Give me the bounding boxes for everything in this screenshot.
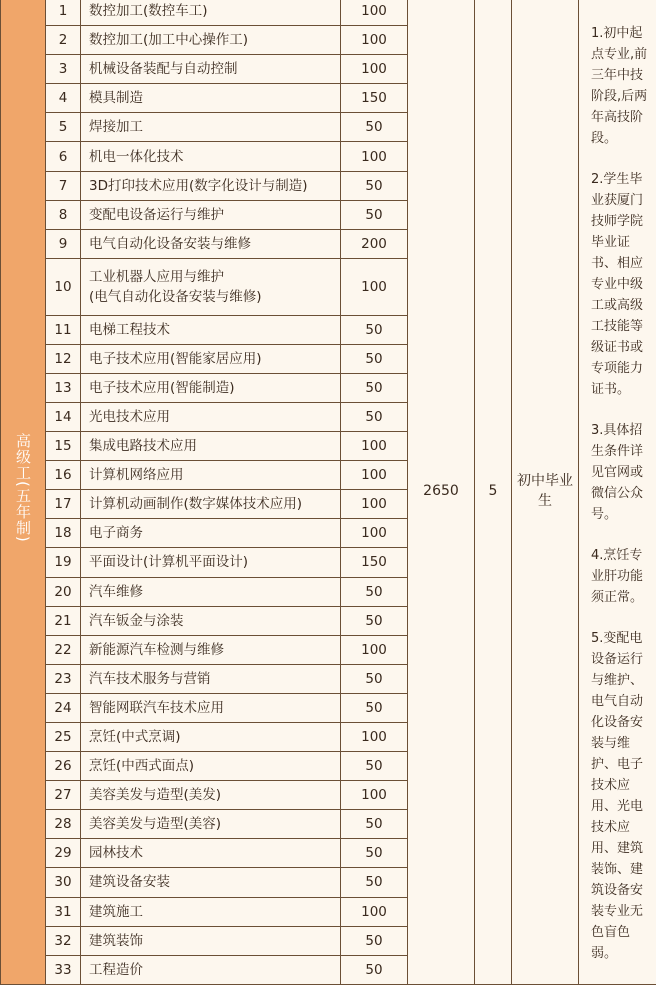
major-name-line: 汽车维修 [89,584,143,600]
quota-value: 50 [341,693,408,722]
major-name-line: 计算机动画制作(数字媒体技术应用) [89,496,302,512]
major-name [81,432,341,461]
row-number: 20 [46,577,81,606]
major-name-line: 汽车技术服务与营销 [89,671,211,687]
major-name [81,171,341,200]
major-name-line: 计算机网络应用 [89,467,184,483]
major-name [81,868,341,897]
row-number: 22 [46,635,81,664]
quota-value: 200 [341,229,408,258]
major-name [81,664,341,693]
major-name-line: 美容美发与造型(美容) [89,816,221,832]
major-name-line-2: (电气自动化设备安装与维修) [89,287,340,307]
quota-value: 50 [341,955,408,984]
major-name [81,606,341,635]
quota-value: 150 [341,84,408,113]
major-name [81,752,341,781]
row-number: 1 [46,0,81,26]
major-name-line: 烹饪(中西式面点) [89,758,194,774]
quota-value: 50 [341,810,408,839]
quota-value: 100 [341,519,408,548]
row-number: 6 [46,142,81,171]
row-number: 17 [46,490,81,519]
quota-value: 100 [341,635,408,664]
quota-value: 100 [341,55,408,84]
major-name [81,373,341,402]
category-cell [1,0,46,985]
major-name-line: 集成电路技术应用 [89,438,197,454]
major-name [81,84,341,113]
quota-value: 100 [341,722,408,751]
major-name [81,0,341,26]
row-number: 33 [46,955,81,984]
major-name-line: 建筑设备安装 [89,874,170,890]
study-years-text: 5 [489,483,498,499]
row-number: 4 [46,84,81,113]
table-body [1,0,656,985]
row-number: 29 [46,839,81,868]
quota-value: 100 [341,0,408,26]
major-name [81,839,341,868]
major-name [81,519,341,548]
major-name [81,926,341,955]
quota-value: 50 [341,200,408,229]
major-name [81,955,341,984]
major-name [81,113,341,142]
row-number: 24 [46,693,81,722]
row-number: 9 [46,229,81,258]
quota-value: 100 [341,258,408,315]
row-number: 21 [46,606,81,635]
major-name-line: 工程造价 [89,962,143,978]
study-years [475,0,512,985]
note-item: 3.具体招生条件详见官网或微信公众号。 [591,420,650,525]
quota-value: 50 [341,868,408,897]
note-item: 1.初中起点专业,前三年中技阶段,后两年高技阶段。 [591,23,650,149]
quota-value: 50 [341,664,408,693]
row-number: 2 [46,26,81,55]
major-name [81,490,341,519]
total-quota-text: 2650 [423,483,459,499]
major-name [81,548,341,577]
quota-value: 50 [341,315,408,344]
quota-value: 50 [341,171,408,200]
row-number: 16 [46,461,81,490]
row-number: 32 [46,926,81,955]
row-number: 3 [46,55,81,84]
major-name-line: 智能网联汽车技术应用 [89,700,224,716]
quota-value: 50 [341,344,408,373]
row-number: 31 [46,897,81,926]
quota-value: 100 [341,26,408,55]
major-name-line: 烹饪(中式烹调) [89,729,181,745]
major-name [81,402,341,431]
note-item: 4.烹饪专业肝功能须正常。 [591,545,650,608]
quota-value: 50 [341,373,408,402]
major-name [81,55,341,84]
quota-value: 50 [341,113,408,142]
major-name [81,315,341,344]
category-label: 高级工(五年制) [13,433,33,543]
note-item: 5.变配电设备运行与维护、电气自动化设备安装与维护、电子技术应用、光电技术应用、建筑装饰、建筑设备安装专业无色盲色弱。 [591,628,650,964]
major-name-line: 光电技术应用 [89,409,170,425]
major-name-line: 美容美发与造型(美发) [89,787,221,803]
row-number: 27 [46,781,81,810]
quota-value: 100 [341,142,408,171]
major-name [81,722,341,751]
major-name [81,142,341,171]
quota-value: 100 [341,490,408,519]
row-number: 30 [46,868,81,897]
major-name [81,577,341,606]
quota-value: 50 [341,926,408,955]
major-name-line: 焊接加工 [89,119,143,135]
major-name [81,810,341,839]
major-name-line: 机械设备装配与自动控制 [89,61,238,77]
note-item: 2.学生毕业获厦门技师学院毕业证书、相应专业中级工或高级工技能等级证书或专项能力证书。 [591,169,650,400]
quota-value: 50 [341,839,408,868]
row-number: 8 [46,200,81,229]
major-name [81,26,341,55]
major-name-line: 汽车钣金与涂装 [89,613,184,629]
row-number: 19 [46,548,81,577]
row-number: 5 [46,113,81,142]
major-name [81,693,341,722]
row-number: 12 [46,344,81,373]
row-number: 10 [46,258,81,315]
row-number: 7 [46,171,81,200]
enrollment-requirement [512,0,579,985]
quota-value: 100 [341,432,408,461]
quota-value: 100 [341,897,408,926]
major-name-line: 电子技术应用(智能家居应用) [89,351,262,367]
major-name [81,635,341,664]
row-number: 18 [46,519,81,548]
quota-value: 50 [341,752,408,781]
major-name-line: 园林技术 [89,845,143,861]
notes-list [591,23,650,964]
major-name-line: 数控加工(加工中心操作工) [89,32,248,48]
major-name-line: 电气自动化设备安装与维修 [89,236,251,252]
row-number: 28 [46,810,81,839]
major-name-line: 数控加工(数控车工) [89,3,208,19]
quota-value: 50 [341,402,408,431]
major-name [81,344,341,373]
major-name [81,897,341,926]
major-name-line: 机电一体化技术 [89,149,184,165]
notes-cell [579,0,656,985]
quota-value: 50 [341,606,408,635]
major-name-line: 电梯工程技术 [89,322,170,338]
enrollment-requirement-text: 初中毕业生 [517,471,573,511]
total-quota [408,0,475,985]
major-name-line: 平面设计(计算机平面设计) [89,554,248,570]
row-number: 26 [46,752,81,781]
quota-value: 150 [341,548,408,577]
major-name [81,258,341,315]
major-name-line: 工业机器人应用与维护 [89,269,224,285]
row-number: 15 [46,432,81,461]
quota-value: 50 [341,577,408,606]
major-name [81,781,341,810]
table-row [1,0,656,26]
major-name-line: 建筑施工 [89,904,143,920]
major-name-line: 电子商务 [89,525,143,541]
row-number: 23 [46,664,81,693]
row-number: 11 [46,315,81,344]
major-name-line: 模具制造 [89,90,143,106]
major-name [81,461,341,490]
quota-value: 100 [341,781,408,810]
major-name-line: 变配电设备运行与维护 [89,207,224,223]
row-number: 13 [46,373,81,402]
major-name [81,200,341,229]
quota-value: 100 [341,461,408,490]
row-number: 25 [46,722,81,751]
major-name-line: 3D打印技术应用(数字化设计与制造) [89,178,308,194]
major-name-line: 电子技术应用(智能制造) [89,380,235,396]
major-name-line: 建筑装饰 [89,933,143,949]
major-name [81,229,341,258]
row-number: 14 [46,402,81,431]
major-name-line: 新能源汽车检测与维修 [89,642,224,658]
